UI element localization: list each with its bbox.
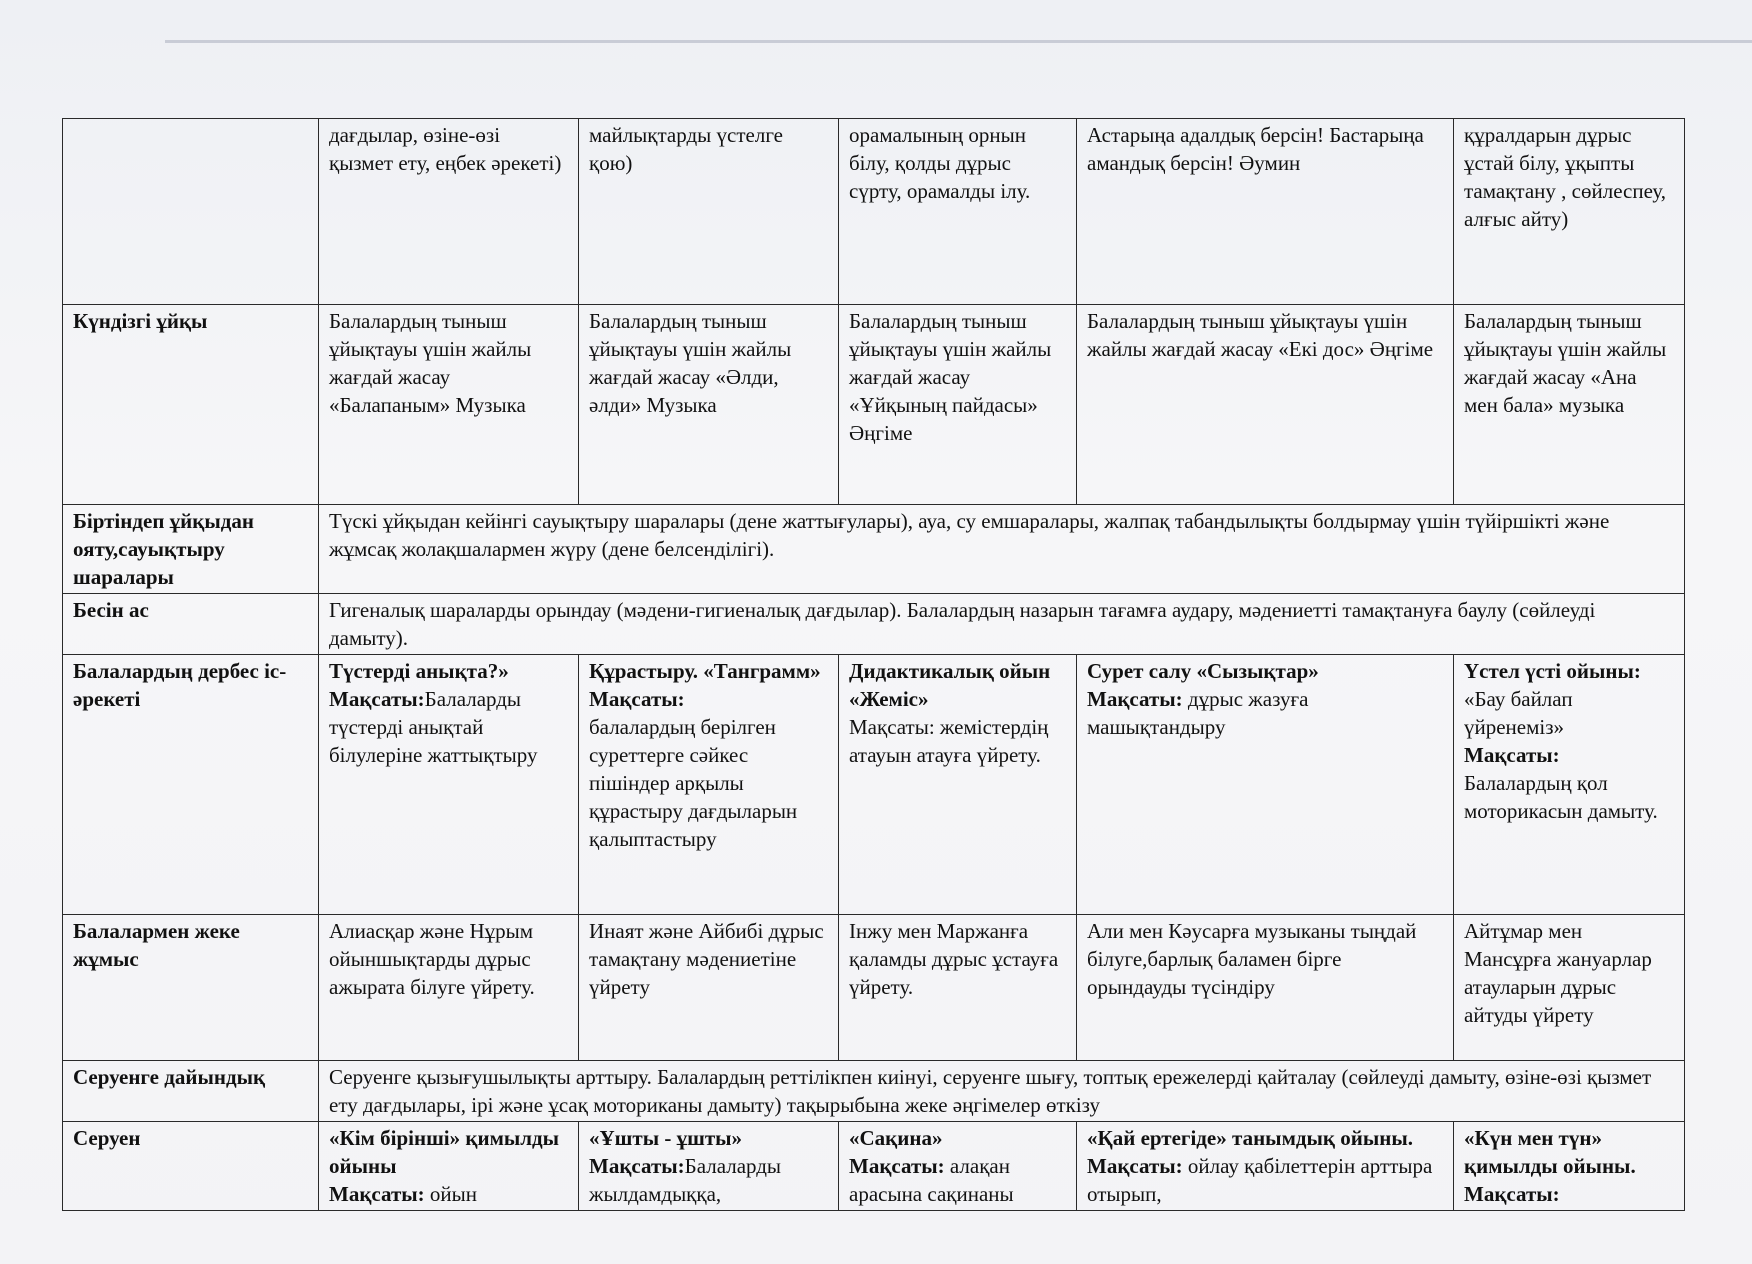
table-cell: дағдылар, өзіне-өзі қызмет ету, еңбек әрекеті) bbox=[319, 119, 579, 305]
goal-label: Мақсаты: bbox=[1087, 1154, 1183, 1178]
goal-text: алақан арасына сақинаны bbox=[849, 1154, 1014, 1206]
activity-title: Дидактикалық ойын «Жеміс» bbox=[849, 659, 1051, 711]
table-cell: Али мен Кәусарға музыканы тыңдай білуге,барлық баламен бірге орындауды түсіндіру bbox=[1077, 915, 1454, 1061]
activity-title: Үстел үсті ойыны: bbox=[1464, 659, 1641, 683]
goal-text: Балаларды жылдамдыққа, bbox=[589, 1154, 782, 1206]
activity-subtitle: «Бау байлап үйренеміз» bbox=[1464, 687, 1573, 739]
activity-title: «Сақина» bbox=[849, 1126, 943, 1150]
goal-label: Мақсаты: bbox=[329, 687, 425, 711]
activity-cell bbox=[579, 1122, 839, 1211]
row-label: Серуен bbox=[63, 1122, 319, 1211]
table-cell: Інжу мен Маржанға қаламды дұрыс ұстауға үйрету. bbox=[839, 915, 1077, 1061]
table-row bbox=[63, 915, 1685, 1061]
activity-cell bbox=[839, 1122, 1077, 1211]
table-row bbox=[63, 305, 1685, 505]
table-row bbox=[63, 1061, 1685, 1122]
activity-title: «Қай ертегіде» танымдық ойыны. bbox=[1087, 1126, 1413, 1150]
activity-title: «Кім бірінші» қимылды ойыны bbox=[329, 1126, 560, 1178]
goal-text: ойлау қабілеттерін арттыра отырып, bbox=[1087, 1154, 1433, 1206]
goal-label: Мақсаты: bbox=[1464, 1182, 1560, 1206]
goal-text: Мақсаты: жемістердің атауын атауға үйрету. bbox=[849, 715, 1049, 767]
activity-cell bbox=[319, 655, 579, 915]
table-row bbox=[63, 655, 1685, 915]
activity-cell bbox=[1454, 655, 1685, 915]
goal-label: Мақсаты: bbox=[589, 1154, 685, 1178]
activity-title: «Күн мен түн» қимылды ойыны. bbox=[1464, 1126, 1636, 1178]
table-row bbox=[63, 594, 1685, 655]
daily-plan-table bbox=[62, 118, 1685, 1211]
table-cell: орамалының орнын білу, қолды дұрыс сүрту, орамалды ілу. bbox=[839, 119, 1077, 305]
row-label: Балалардың дербес іс-әрекеті bbox=[63, 655, 319, 915]
row-label bbox=[63, 119, 319, 305]
table-cell: Балалардың тыныш ұйықтауы үшін жайлы жағдай жасау «Екі дос» Әңгіме bbox=[1077, 305, 1454, 505]
row-label: Біртіндеп ұйқыдан ояту,сауықтыру шаралары bbox=[63, 505, 319, 594]
activity-cell bbox=[319, 1122, 579, 1211]
table-row bbox=[63, 1122, 1685, 1211]
goal-text: балалардың берілген суреттерге сәйкес пішіндер арқылы құрастыру дағдыларын қалыптастыру bbox=[589, 715, 798, 851]
table-cell: Айтұмар мен Мансұрға жануарлар атауларын дұрыс айтуды үйрету bbox=[1454, 915, 1685, 1061]
goal-text: Балаларды түстерді анықтай білулеріне жаттықтыру bbox=[329, 687, 538, 767]
table-cell: Алиасқар және Нұрым ойыншықтарды дұрыс ажырата білуге үйрету. bbox=[319, 915, 579, 1061]
row-label: Күндізгі ұйқы bbox=[63, 305, 319, 505]
page-edge bbox=[165, 40, 1752, 43]
row-label: Балалармен жеке жұмыс bbox=[63, 915, 319, 1061]
goal-text: ойын bbox=[424, 1182, 478, 1206]
table-cell: Балалардың тыныш ұйықтауы үшін жайлы жағдай жасау «Ана мен бала» музыка bbox=[1454, 305, 1685, 505]
table-cell: Балалардың тыныш ұйықтауы үшін жайлы жағдай жасау «Ұйқының пайдасы» Әңгіме bbox=[839, 305, 1077, 505]
table-cell: құралдарын дұрыс ұстай білу, ұқыпты тамақтану , сөйлеспеу, алғыс айту) bbox=[1454, 119, 1685, 305]
goal-label: Мақсаты: bbox=[329, 1182, 425, 1206]
table-cell: майлықтарды үстелге қою) bbox=[579, 119, 839, 305]
row-label: Бесін ас bbox=[63, 594, 319, 655]
merged-cell: Түскі ұйқыдан кейінгі сауықтыру шаралары (дене жаттығулары), ауа, су емшаралары, жалпақ табандылықты болдырмау үшін түйіршікті және жұмсақ жолақшалармен жүру (дене белсенділігі). bbox=[319, 505, 1685, 594]
goal-label: Мақсаты: bbox=[1464, 743, 1560, 767]
activity-title: Сурет салу «Сызықтар» bbox=[1087, 659, 1319, 683]
activity-cell bbox=[579, 655, 839, 915]
table-cell: Балалардың тыныш ұйықтауы үшін жайлы жағдай жасау «Әлди, әлди» Музыка bbox=[579, 305, 839, 505]
table-row bbox=[63, 119, 1685, 305]
goal-text: дұрыс жазуға машықтандыру bbox=[1087, 687, 1309, 739]
activity-title: «Ұшты - ұшты» bbox=[589, 1126, 743, 1150]
table-cell: Балалардың тыныш ұйықтауы үшін жайлы жағдай жасау «Балапаным» Музыка bbox=[319, 305, 579, 505]
activity-cell bbox=[1077, 655, 1454, 915]
goal-text: Балалардың қол моторикасын дамыту. bbox=[1464, 771, 1658, 823]
goal-label: Мақсаты: bbox=[1087, 687, 1183, 711]
merged-cell: Гигеналық шараларды орындау (мәдени-гигиеналық дағдылар). Балалардың назарын тағамға аудару, мәдениетті тамақтануға баулу (сөйлеуді дамыту). bbox=[319, 594, 1685, 655]
activity-title: Түстерді анықта?» bbox=[329, 659, 509, 683]
activity-cell bbox=[839, 655, 1077, 915]
table-cell: Астарыңа адалдық берсін! Бастарыңа амандық берсін! Әумин bbox=[1077, 119, 1454, 305]
goal-label: Мақсаты: bbox=[589, 687, 685, 711]
table-cell: Инаят және Айбибі дұрыс тамақтану мәдениетіне үйрету bbox=[579, 915, 839, 1061]
activity-cell bbox=[1454, 1122, 1685, 1211]
activity-cell bbox=[1077, 1122, 1454, 1211]
row-label: Серуенге дайындық bbox=[63, 1061, 319, 1122]
table-row bbox=[63, 505, 1685, 594]
goal-label: Мақсаты: bbox=[849, 1154, 945, 1178]
activity-title: Құрастыру. «Танграмм» bbox=[589, 659, 821, 683]
merged-cell: Серуенге қызығушылықты арттыру. Балалардың реттілікпен киінуі, серуенге шығу, топтық ережелерді қайталау (сөйлеуді дамыту, өзіне-өзі қызмет ету дағдылары, ірі және ұсақ моториканы дамыту) тақырыбына жеке әңгімелер өткізу bbox=[319, 1061, 1685, 1122]
